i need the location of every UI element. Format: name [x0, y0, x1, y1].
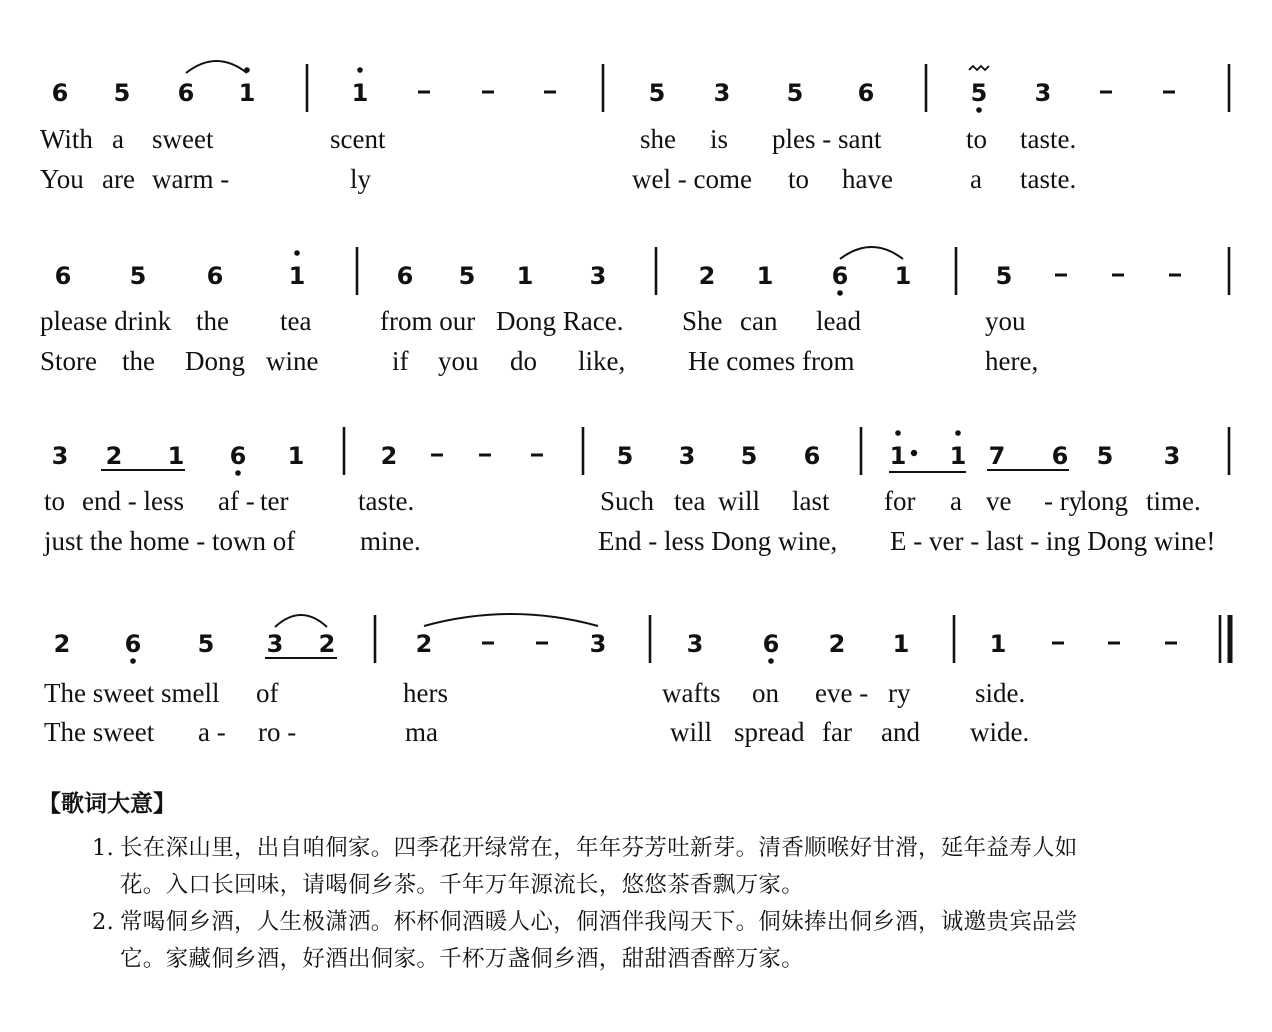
lyric-verse2: ma: [405, 717, 438, 747]
translation-item-2: [92, 904, 1232, 978]
note: 1: [756, 262, 774, 290]
note: 3: [1163, 442, 1181, 470]
lyric-verse1: the: [196, 306, 229, 336]
note: 3: [1034, 79, 1052, 107]
lyric-verse1: you: [985, 306, 1026, 336]
note: 2: [105, 442, 123, 470]
lyric-verse1: taste.: [1020, 124, 1077, 154]
lyric-verse2: wide.: [970, 717, 1030, 747]
high-octave-dot: [955, 430, 961, 436]
slur-arc: [186, 61, 247, 73]
high-octave-dot: [294, 250, 300, 256]
lyric-verse2: will: [670, 717, 713, 747]
lyric-verse1: end - less: [82, 486, 184, 516]
lyric-verse2: You: [40, 164, 84, 194]
lyric-verse2: just the home - town of: [44, 526, 296, 556]
lyric-verse1: a: [950, 486, 962, 516]
note: 6: [857, 79, 875, 107]
translation-item-number: 2.: [92, 909, 115, 935]
note: 3: [589, 262, 607, 290]
high-octave-dot: [357, 67, 363, 73]
lyric-verse2: like,: [578, 346, 626, 376]
lyric-verse1: please drink: [40, 306, 172, 336]
lyric-verse1: ples - sant: [772, 124, 882, 154]
lyric-verse1: scent: [330, 124, 386, 154]
slur-arc: [275, 615, 327, 627]
note: 6: [762, 630, 780, 658]
lyric-verse2: End - less Dong wine,: [598, 526, 838, 556]
note: 6: [51, 79, 69, 107]
note: 5: [616, 442, 634, 470]
note: 2: [318, 630, 336, 658]
lyric-verse1: to: [44, 486, 66, 516]
lyric-verse2: if: [392, 346, 409, 376]
lyric-verse2: a -: [198, 717, 226, 747]
note: 1: [288, 262, 306, 290]
note: 1: [892, 630, 910, 658]
translation-item-1: [92, 830, 1232, 904]
note: 3: [713, 79, 731, 107]
note: 1: [894, 262, 912, 290]
lyric-verse2: the: [122, 346, 155, 376]
lyric-verse1: for: [884, 486, 916, 516]
lyric-verse1: on: [752, 678, 779, 708]
note: 6: [124, 630, 142, 658]
lyric-verse2: spread: [734, 717, 805, 747]
note: 2: [53, 630, 71, 658]
lyric-verse2: He comes from: [688, 346, 855, 376]
note: 6: [177, 79, 195, 107]
note: 5: [113, 79, 131, 107]
note: 5: [970, 79, 988, 107]
low-octave-dot: [130, 658, 136, 664]
translation-item-line: 花。入口长回味，请喝侗乡茶。千年万年源流长，悠悠茶香飘万家。: [120, 872, 805, 898]
note: 6: [831, 262, 849, 290]
lyric-verse1: taste.: [358, 486, 415, 516]
note: 1: [351, 79, 369, 107]
translation-item-number: 1.: [92, 835, 115, 861]
note: 3: [678, 442, 696, 470]
lyric-verse2: wel - come: [632, 164, 752, 194]
lyric-verse1: ry: [888, 678, 911, 708]
score-system: [43, 427, 1229, 556]
note: 1: [167, 442, 185, 470]
lyric-verse2: Dong: [185, 346, 245, 376]
lyric-verse1: - ry: [1044, 486, 1083, 516]
note: 6: [54, 262, 72, 290]
lyric-verse1: tea: [280, 306, 312, 336]
note: 5: [458, 262, 476, 290]
lyric-verse1: from our: [380, 306, 476, 336]
low-octave-dot: [837, 290, 843, 296]
note: 6: [1051, 442, 1069, 470]
lyric-verse1: eve -: [815, 678, 869, 708]
low-octave-dot: [976, 107, 982, 113]
slur-arc: [424, 614, 598, 626]
lyric-verse1: The sweet smell: [44, 678, 220, 708]
lyric-verse2: ro -: [258, 717, 297, 747]
note: 3: [266, 630, 284, 658]
lyric-verse2: a: [970, 164, 982, 194]
note: 6: [396, 262, 414, 290]
translation-item-line: 它。家藏侗乡酒，好酒出侗家。千杯万盏侗乡酒，甜甜酒香醉万家。: [120, 946, 805, 972]
note: 5: [648, 79, 666, 107]
note: 2: [698, 262, 716, 290]
note: 3: [686, 630, 704, 658]
lyric-verse1: ve: [986, 486, 1012, 516]
low-octave-dot: [235, 470, 241, 476]
lyric-verse1: Such: [600, 486, 654, 516]
note: 5: [786, 79, 804, 107]
note: 5: [1096, 442, 1114, 470]
lyric-verse2: wine: [266, 346, 319, 376]
lyric-verse2: here,: [985, 346, 1039, 376]
score-system: [40, 247, 1229, 376]
note: 3: [51, 442, 69, 470]
dotted-note-dot: [911, 450, 917, 456]
low-octave-dot: [768, 658, 774, 664]
lyric-verse1: tea: [674, 486, 706, 516]
lyric-verse2: have: [842, 164, 893, 194]
lyric-verse1: af -: [218, 486, 255, 516]
note: 1: [989, 630, 1007, 658]
lyric-verse2: E - ver - last - ing Dong wine!: [890, 526, 1216, 556]
lyric-verse1: She: [682, 306, 723, 336]
lyric-verse2: to: [788, 164, 810, 194]
score-system: [40, 61, 1229, 194]
lyric-verse2: do: [510, 346, 537, 376]
note: 5: [740, 442, 758, 470]
slur-arc: [840, 247, 903, 259]
note: 7: [988, 442, 1006, 470]
note: 6: [206, 262, 224, 290]
lyric-verse2: warm -: [152, 164, 230, 194]
lyric-verse2: mine.: [360, 526, 421, 556]
lyric-verse2: far: [822, 717, 852, 747]
note: 6: [803, 442, 821, 470]
note: 1: [238, 79, 256, 107]
lyric-verse2: ly: [350, 164, 372, 194]
score-system: [44, 614, 1230, 747]
lyric-verse1: side.: [975, 678, 1026, 708]
lyric-verse1: last: [792, 486, 830, 516]
lyric-verse1: will: [718, 486, 761, 516]
lyric-verse2: taste.: [1020, 164, 1077, 194]
translation-item-line: 常喝侗乡酒，人生极潇洒。杯杯侗酒暖人心，侗酒伴我闯天下。侗妹捧出侗乡酒，诚邀贵宾品尝: [120, 909, 1078, 935]
translation-item-line: 长在深山里，出自咱侗家。四季花开绿常在，年年芬芳吐新芽。清香顺喉好甘滑，延年益寿人如: [120, 835, 1078, 861]
note: 5: [129, 262, 147, 290]
lyric-verse2: you: [438, 346, 479, 376]
note: 6: [229, 442, 247, 470]
note: 1: [949, 442, 967, 470]
lyric-verse1: With: [40, 124, 93, 154]
lyric-verse1: is: [710, 124, 729, 154]
note: 1: [889, 442, 907, 470]
lyric-verse2: are: [102, 164, 135, 194]
note: 5: [197, 630, 215, 658]
note: 1: [287, 442, 305, 470]
lyric-verse1: of: [256, 678, 279, 708]
high-octave-dot: [895, 430, 901, 436]
note: 2: [380, 442, 398, 470]
note: 5: [995, 262, 1013, 290]
lyric-verse2: The sweet: [44, 717, 155, 747]
lyric-verse1: time.: [1146, 486, 1201, 516]
lyric-verse1: Dong Race.: [496, 306, 624, 336]
note: 2: [828, 630, 846, 658]
lyric-verse1: can: [740, 306, 778, 336]
lyric-verse1: wafts: [662, 678, 721, 708]
lyric-verse1: sweet: [152, 124, 214, 154]
lyric-verse1: hers: [403, 678, 448, 708]
lyric-verse1: a: [112, 124, 124, 154]
mordent-ornament-icon: [969, 66, 989, 70]
lyric-verse1: to: [966, 124, 988, 154]
translation-title: 【歌词大意】: [38, 791, 176, 817]
lyric-verse1: lead: [816, 306, 861, 336]
lyric-verse1: long: [1080, 486, 1129, 516]
lyric-verse2: Store: [40, 346, 97, 376]
note: 3: [589, 630, 607, 658]
note: 1: [516, 262, 534, 290]
note: 2: [415, 630, 433, 658]
lyric-verse2: and: [881, 717, 920, 747]
lyric-verse1: she: [640, 124, 676, 154]
lyric-verse1: ter: [260, 486, 289, 516]
